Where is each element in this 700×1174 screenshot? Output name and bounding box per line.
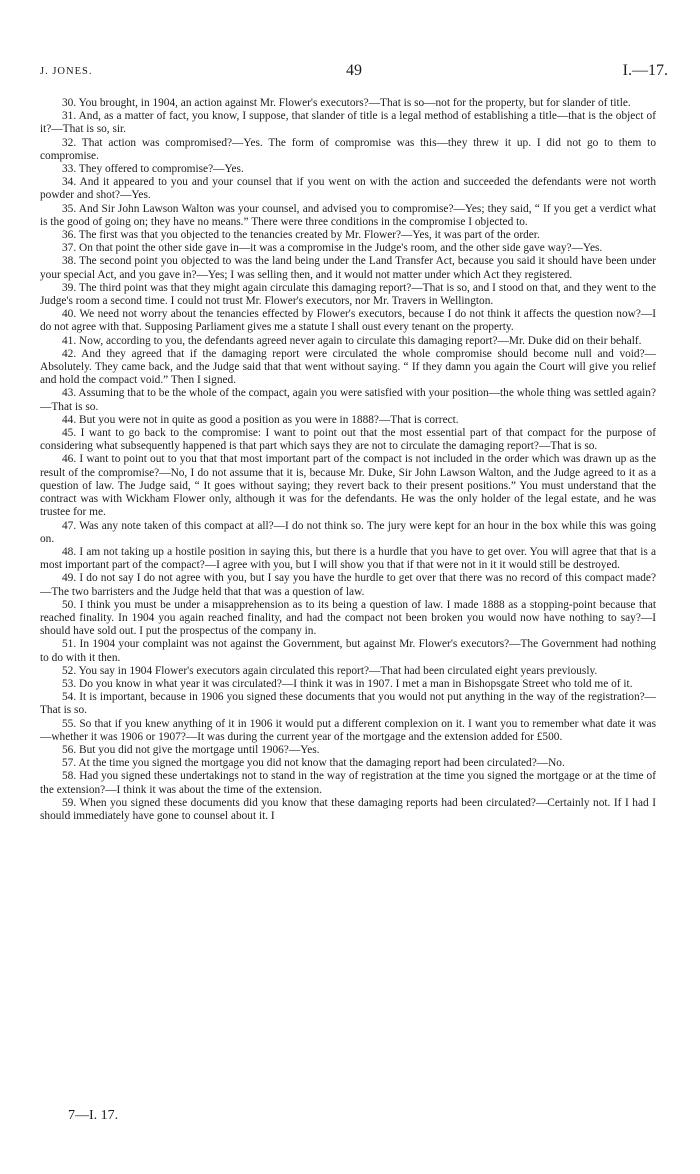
question-49: 49. I do not say I do not agree with you, but I say you have the hurdle to get over that there was no record of this compact made?—The two barristers and the Judge held that that was a question of law. <box>40 572 656 598</box>
question-39: 39. The third point was that they might again circulate this damaging report?—That is so, and I stood on that, and they went to the Judge's room a second time. I could not trust Mr. Flower's executors, nor Mr. Travers in Wellington. <box>40 281 656 308</box>
question-38: 38. The second point you objected to was the land being under the Land Transfer Act, because you said it should have been under your special Act, and you gave in?—Yes; I was selling then, and it would not matter under which Act they registered. <box>40 255 656 281</box>
question-36: 36. The first was that you objected to the tenancies created by Mr. Flower?—Yes, it was part of the order. <box>62 229 540 242</box>
question-53: 53. Do you know in what year it was circulated?—I think it was in 1907. I met a man in Bishopsgate Street who told me of it. <box>62 677 633 690</box>
printer-signature: 7—I. 17. <box>68 1108 119 1123</box>
question-33: 33. They offered to compromise?—Yes. <box>62 163 244 176</box>
question-35: 35. And Sir John Lawson Walton was your counsel, and advised you to compromise?—Yes; they said, “ If you get a verdict what is the good of going on; they have no means.” There were three conditions in the compromise I objected to. <box>40 202 656 228</box>
header-witness-name: J. JONES. <box>40 66 93 77</box>
question-56: 56. But you did not give the mortgage until 1906?—Yes. <box>62 743 320 756</box>
question-51: 51. In 1904 your complaint was not against the Government, but against Mr. Flower's executors?—The Government had nothing to do with it then. <box>40 638 656 664</box>
question-37: 37. On that point the other side gave in—it was a compromise in the Judge's room, and the other side gave way?—Yes. <box>62 242 603 255</box>
question-55: 55. So that if you knew anything of it in 1906 it would put a different complexion on it. I want you to remember what date it was—whether it was 1906 or 1907?—It was during the current year of the mortgage and the extension added for £500. <box>40 717 656 743</box>
question-44: 44. But you were not in quite as good a position as you were in 1888?—That is correct. <box>62 413 459 426</box>
page-number: 49 <box>346 62 362 79</box>
question-50: 50. I think you must be under a misapprehension as to its being a question of law. I made 1888 as a stopping-point because that reached finality. In 1904 you again reached finality, and had the compact not been broken you would now have nothing to say?—I should have sold out. I put the prospectus of the company in. <box>40 598 656 638</box>
question-34: 34. And it appeared to you and your counsel that if you went on with the action and succeeded the defendants were not worth powder and shot?—Yes. <box>40 176 656 202</box>
question-30: 30. You brought, in 1904, an action against Mr. Flower's executors?—That is so—not for the property, but for slander of title. <box>62 97 631 109</box>
page-header <box>40 62 668 82</box>
transcript-body <box>40 97 656 823</box>
paper-reference: I.—17. <box>622 62 668 79</box>
question-54: 54. It is important, because in 1906 you signed these documents that you would not put anything in the way of the registration?—That is so. <box>40 691 656 717</box>
question-31: 31. And, as a matter of fact, you know, I suppose, that slander of title is a legal method of establishing a title—that is the object of it?—That is so, sir. <box>40 110 656 136</box>
question-52: 52. You say in 1904 Flower's executors again circulated this report?—That had been circulated eight years previously. <box>62 664 598 677</box>
question-47: 47. Was any note taken of this compact at all?—I do not think so. The jury were kept for an hour in the box while this was going on. <box>40 519 656 545</box>
question-46: 46. I want to point out to you that that most important part of the compact is not included in the order which was drawn up as the result of the compromise?—No, I do not assume that it is, because Mr. Duke, Sir John Lawson Walton, and the Judge agreed to it as a question of law. The Judge said, “ It goes without saying; they revert back to their present positions.” You must understand that the contract was with Wickham Flower only, although it was for the defendants. He was the only holder of the legal estate, and he was trustee for me. <box>40 453 656 519</box>
question-59: 59. When you signed these documents did you know that these damaging reports had been circulated?—Certainly not. If I had I should immediately have gone to counsel about it. I <box>40 796 656 822</box>
question-58: 58. Had you signed these undertakings not to stand in the way of registration at the time you signed the mortgage or at the time of the extension?—I think it was about the time of the extension. <box>40 770 656 796</box>
question-32: 32. That action was compromised?—Yes. The form of compromise was this—they threw it up. I did not go to them to compromise. <box>40 136 656 162</box>
question-45: 45. I want to go back to the compromise: I want to point out that the most essential part of that compact for the purpose of considering what subsequently happened is that part which says they are not to circulate the damaging report?—That is so. <box>40 427 656 453</box>
question-57: 57. At the time you signed the mortgage you did not know that the damaging report had been circulated?—No. <box>62 757 565 770</box>
question-41: 41. Now, according to you, the defendants agreed never again to circulate this damaging report?—Mr. Duke did on their behalf. <box>62 334 642 347</box>
question-42: 42. And they agreed that if the damaging report were circulated the whole compromise should become null and void?—Absolutely. They came back, and the Judge said that that went without saying. “ If they damn you again the Court will give you relief and hold the compact void.” Then I signed. <box>40 347 656 387</box>
question-48: 48. I am not taking up a hostile position in saying this, but there is a hurdle that you have to get over. You will agree that that is a most important part of the compact?—I agree with you, but I will show you that if that were not in it it would still be destroyed. <box>40 545 656 572</box>
question-40: 40. We need not worry about the tenancies effected by Flower's executors, because I do not think it affects the question now?—I do not agree with that. Supposing Parliament gives me a statute I shall oust every tenant on the property. <box>40 308 656 334</box>
question-43: 43. Assuming that to be the whole of the compact, again you were satisfied with your position—the whole thing was settled again?—That is so. <box>40 387 656 413</box>
